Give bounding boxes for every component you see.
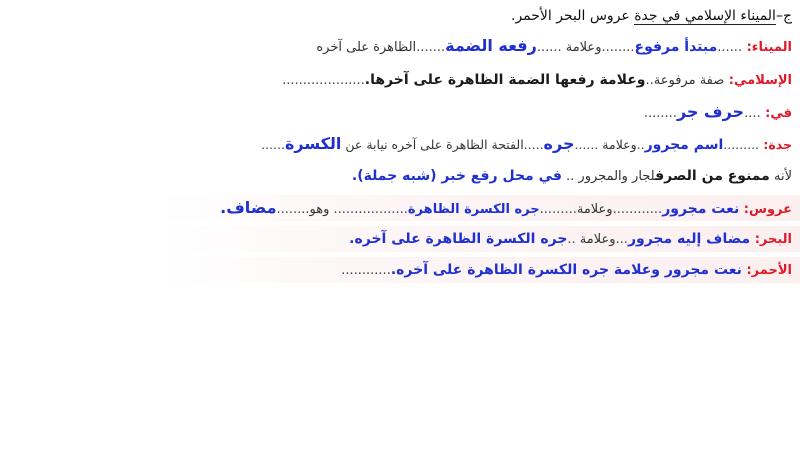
dots: ......... [539,202,577,217]
answer-text: مبتدأ مرفوع [634,39,718,55]
dots: .................... [282,73,365,88]
title-rest: عروس البحر الأحمر. [511,8,635,24]
dots: ...... [261,137,285,152]
answer-text: مضاف. [220,198,277,217]
parse-line-fi [644,102,792,124]
answer-text: جره الكسرة الظاهرة [407,202,540,217]
dots: .. [645,73,654,88]
answer-text: نعت مجرور [662,201,740,217]
answer-text: في محل رفع خبر (شبه جملة). [351,168,562,184]
answer-text: وعلامة رفعها الضمة الظاهرة على آخرها. [364,72,646,88]
parse-line-mina [316,36,792,58]
dots: ........ [276,202,310,217]
parse-line-ahmar [341,260,792,281]
dots: .................. [333,202,408,217]
dots: ....... [416,40,446,55]
answer-text: جره [543,134,575,153]
word-label: الإسلامي: [724,73,792,88]
answer-text: اسم مجرور [644,137,724,153]
answer-text: نعت مجرور وعلامة جره الكسرة الظاهرة على آخره. [390,262,742,278]
answer-text: الكسرة [284,134,342,153]
text: لجار والمجرور .. [561,169,655,184]
answer-text: حرف جر [676,102,745,121]
text: وعلامة [561,40,602,55]
parse-line-bahr [349,229,792,250]
word-label: الميناء: [742,40,792,55]
dots: ..... [523,137,544,152]
dots: ... [615,232,628,247]
parse-line-aroos [220,198,792,220]
text: وعلامة [598,137,637,152]
answer-text: مضاف إليه مجرور [627,231,751,247]
dots: ............ [341,263,391,278]
question-title [511,6,792,26]
title-prefix: ج– [775,8,792,24]
dots: .. [567,232,576,247]
text: صفة مرفوعة [653,73,725,88]
word-label: الأحمر: [741,263,792,278]
word-label: عروس: [739,202,792,217]
text: الفتحة الظاهرة على آخره نيابة عن [341,137,524,152]
dots: .... [744,106,761,121]
title-underlined: الميناء الإسلامي في جدة [634,8,776,24]
dots: .. [636,137,645,152]
dots: ...... [574,137,599,152]
answer-text: ممنوع من الصرف [655,168,770,184]
text: وهو [309,202,334,217]
text: الظاهرة على آخره [316,40,417,55]
word-label: البحر: [750,232,792,247]
dots: ...... [536,40,562,55]
text: وعلامة [576,202,613,217]
dots: ......... [723,137,760,152]
parse-line-jeddah [261,134,792,155]
word-label: في: [760,106,792,121]
text: لأنه [769,169,792,184]
answer-text: جره الكسرة الظاهرة على آخره. [349,231,568,247]
dots: ............ [612,202,663,217]
parse-line-reason [352,166,792,187]
dots: ........ [601,40,635,55]
parse-line-islami [282,70,792,91]
dots: ........ [643,106,677,121]
answer-text: رفعه الضمة [445,36,537,55]
text: وعلامة [575,232,616,247]
dots: ...... [717,40,743,55]
word-label: جدة: [759,137,792,152]
